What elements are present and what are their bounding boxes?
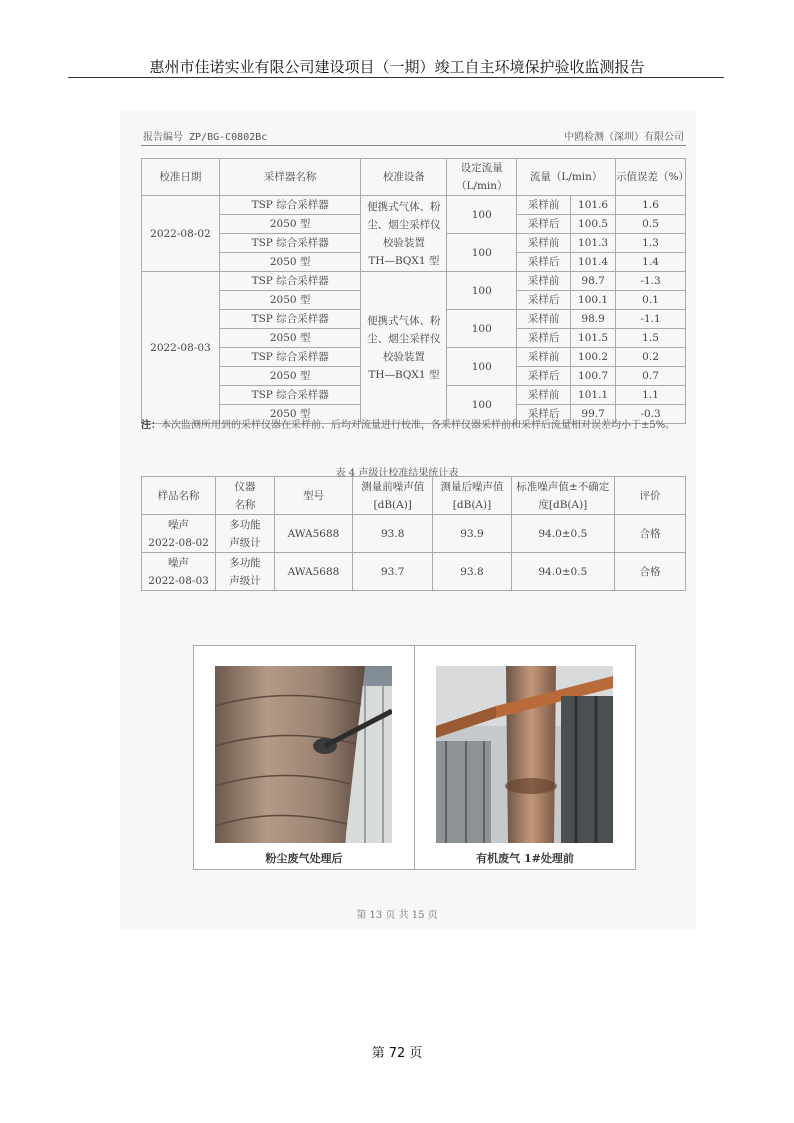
header-cell: 校准设备 bbox=[361, 159, 447, 196]
calibration-note bbox=[141, 416, 691, 436]
error-cell: -0.3 bbox=[616, 405, 686, 424]
device-cell-line: 尘、烟尘采样仪 bbox=[367, 332, 441, 345]
header-cell-line: 型号 bbox=[302, 489, 324, 502]
flow-cell: 101.5 bbox=[571, 329, 616, 348]
sampler-cell: 2050 型 bbox=[219, 329, 361, 348]
stage-cell: 采样前 bbox=[517, 348, 571, 367]
flow-cell: 101.3 bbox=[571, 234, 616, 253]
flow-cell: 100.1 bbox=[571, 291, 616, 310]
stage-cell: 采样后 bbox=[517, 291, 571, 310]
error-cell: 0.1 bbox=[616, 291, 686, 310]
sample-cell-line: 2022-08-03 bbox=[148, 574, 209, 587]
model-cell: AWA5688 bbox=[274, 515, 352, 553]
device-cell bbox=[361, 272, 447, 424]
sample-cell-line: 噪声 bbox=[168, 556, 190, 569]
error-cell: -1.3 bbox=[616, 272, 686, 291]
model-cell: AWA5688 bbox=[274, 553, 352, 591]
device-cell-line: 校验装置 bbox=[382, 236, 425, 249]
instrument-cell-line: 声级计 bbox=[229, 536, 261, 549]
header-rule bbox=[68, 77, 724, 78]
device-cell-line: TH—BQX1 型 bbox=[368, 254, 440, 267]
stage-cell: 采样前 bbox=[517, 386, 571, 405]
header-cell bbox=[615, 477, 686, 515]
header-cell-line: 评价 bbox=[639, 489, 661, 502]
flow-cell: 101.6 bbox=[571, 196, 616, 215]
header-cell-line: 测量前噪声值 bbox=[361, 480, 425, 493]
error-cell: 1.5 bbox=[616, 329, 686, 348]
set-flow-cell: 100 bbox=[447, 272, 517, 310]
dust-tower-photo bbox=[215, 666, 392, 843]
header-cell bbox=[433, 477, 511, 515]
set-flow-cell: 100 bbox=[447, 386, 517, 424]
sample-cell-line: 2022-08-02 bbox=[148, 536, 209, 549]
date-cell: 2022-08-03 bbox=[142, 272, 220, 424]
organic-gas-tower-photo bbox=[436, 666, 613, 843]
set-flow-cell: 100 bbox=[447, 234, 517, 272]
header-cell: 设定流量（L/min） bbox=[447, 159, 517, 196]
instrument-cell-line: 声级计 bbox=[229, 574, 261, 587]
sampler-cell: TSP 综合采样器 bbox=[219, 310, 361, 329]
header-cell-line: 测量后噪声值 bbox=[440, 480, 504, 493]
header-cell bbox=[216, 477, 275, 515]
header-cell: 流量（L/min） bbox=[517, 159, 616, 196]
photo-dust-treatment bbox=[215, 666, 392, 843]
inner-page-number: 第 13 页 共 15 页 bbox=[356, 910, 438, 921]
photo-panel bbox=[193, 645, 636, 870]
device-cell-line: TH—BQX1 型 bbox=[368, 368, 440, 381]
error-cell: 1.4 bbox=[616, 253, 686, 272]
stage-cell: 采样后 bbox=[517, 215, 571, 234]
instrument-cell bbox=[216, 515, 275, 553]
sampler-cell: TSP 综合采样器 bbox=[219, 234, 361, 253]
standard-cell: 94.0±0.5 bbox=[511, 553, 614, 591]
evaluation-cell: 合格 bbox=[615, 553, 686, 591]
error-cell: 1.6 bbox=[616, 196, 686, 215]
header-row bbox=[142, 477, 686, 515]
device-cell-line: 便携式气体、粉 bbox=[367, 314, 441, 327]
flow-cell: 101.4 bbox=[571, 253, 616, 272]
device-cell-line: 尘、烟尘采样仪 bbox=[367, 218, 441, 231]
standard-cell: 94.0±0.5 bbox=[511, 515, 614, 553]
sampler-cell: TSP 综合采样器 bbox=[219, 386, 361, 405]
header-cell bbox=[353, 477, 433, 515]
device-cell bbox=[361, 196, 447, 272]
table-row bbox=[142, 272, 686, 291]
flow-cell: 101.1 bbox=[571, 386, 616, 405]
header-cell-line: [dB(A)] bbox=[452, 498, 492, 511]
sampler-cell: 2050 型 bbox=[219, 215, 361, 234]
header-cell-line: [dB(A)] bbox=[373, 498, 412, 511]
set-flow-cell: 100 bbox=[447, 310, 517, 348]
stage-cell: 采样后 bbox=[517, 253, 571, 272]
flow-cell: 99.7 bbox=[571, 405, 616, 424]
flow-cell: 100.5 bbox=[571, 215, 616, 234]
header-cell-line: 度[dB(A)] bbox=[538, 498, 588, 511]
stage-cell: 采样后 bbox=[517, 329, 571, 348]
sampler-cell: TSP 综合采样器 bbox=[219, 272, 361, 291]
table-row bbox=[142, 515, 686, 553]
header-cell: 校准日期 bbox=[142, 159, 220, 196]
before-cell: 93.7 bbox=[353, 553, 433, 591]
stage-cell: 采样后 bbox=[517, 405, 571, 424]
sampler-cell: 2050 型 bbox=[219, 253, 361, 272]
table4-caption: 表 4 声级计校准结果统计表 bbox=[335, 468, 459, 479]
header-cell bbox=[142, 477, 216, 515]
sample-cell bbox=[142, 515, 216, 553]
table-row bbox=[142, 553, 686, 591]
header-cell bbox=[511, 477, 614, 515]
flow-cell: 98.7 bbox=[571, 272, 616, 291]
device-cell-line: 校验装置 bbox=[382, 350, 425, 363]
photo-caption: 有机废气 1#处理前 bbox=[476, 852, 574, 865]
header-cell: 示值误差（%） bbox=[616, 159, 686, 196]
sampler-cell: 2050 型 bbox=[219, 291, 361, 310]
page-header-title: 惠州市佳诺实业有限公司建设项目（一期）竣工自主环境保护验收监测报告 bbox=[149, 58, 645, 76]
error-cell: 0.7 bbox=[616, 367, 686, 386]
header-cell-line: 样品名称 bbox=[157, 489, 200, 502]
flow-calibration-table bbox=[141, 158, 690, 424]
table-row bbox=[142, 196, 686, 215]
sampler-cell: 2050 型 bbox=[219, 405, 361, 424]
error-cell: 0.2 bbox=[616, 348, 686, 367]
error-cell: 1.1 bbox=[616, 386, 686, 405]
company-name: 中鸥检测（深圳）有限公司 bbox=[564, 132, 684, 143]
header-cell: 采样器名称 bbox=[219, 159, 361, 196]
sample-cell-line: 噪声 bbox=[168, 518, 190, 531]
instrument-cell-line: 多功能 bbox=[229, 556, 261, 569]
note-text: 本次监测所用到的采样仪器在采样前、后均对流量进行校准，各采样仪器采样前和采样后流量相对误差均小于±5%。 bbox=[161, 420, 676, 431]
report-number: 报告编号 ZP/BG-C0802Bc bbox=[143, 132, 268, 143]
stage-cell: 采样前 bbox=[517, 272, 571, 291]
flow-cell: 98.9 bbox=[571, 310, 616, 329]
stage-cell: 采样前 bbox=[517, 234, 571, 253]
top-rule bbox=[141, 145, 686, 146]
after-cell: 93.8 bbox=[433, 553, 511, 591]
sample-cell bbox=[142, 553, 216, 591]
sampler-cell: TSP 综合采样器 bbox=[219, 348, 361, 367]
stage-cell: 采样前 bbox=[517, 196, 571, 215]
instrument-cell-line: 多功能 bbox=[229, 518, 261, 531]
page-number: 第 72 页 bbox=[371, 1046, 423, 1061]
header-cell bbox=[274, 477, 352, 515]
header-cell-line: 名称 bbox=[234, 498, 256, 511]
set-flow-cell: 100 bbox=[447, 196, 517, 234]
error-cell: 0.5 bbox=[616, 215, 686, 234]
stage-cell: 采样前 bbox=[517, 310, 571, 329]
after-cell: 93.9 bbox=[433, 515, 511, 553]
flow-cell: 100.2 bbox=[571, 348, 616, 367]
error-cell: -1.1 bbox=[616, 310, 686, 329]
before-cell: 93.8 bbox=[353, 515, 433, 553]
set-flow-cell: 100 bbox=[447, 348, 517, 386]
photo-organic-gas bbox=[436, 666, 613, 843]
date-cell: 2022-08-02 bbox=[142, 196, 220, 272]
flow-cell: 100.7 bbox=[571, 367, 616, 386]
photo-caption: 粉尘废气处理后 bbox=[265, 852, 343, 865]
header-cell-line: 仪器 bbox=[234, 480, 256, 493]
sampler-cell: TSP 综合采样器 bbox=[219, 196, 361, 215]
note-label: 注： bbox=[141, 420, 161, 431]
error-cell: 1.3 bbox=[616, 234, 686, 253]
photo-divider bbox=[414, 646, 415, 869]
instrument-cell bbox=[216, 553, 275, 591]
stage-cell: 采样后 bbox=[517, 367, 571, 386]
evaluation-cell: 合格 bbox=[615, 515, 686, 553]
header-cell-line: 标准噪声值±不确定 bbox=[516, 480, 610, 493]
device-cell-line: 便携式气体、粉 bbox=[367, 200, 441, 213]
sound-level-calibration-table bbox=[141, 476, 686, 591]
header-row bbox=[142, 159, 686, 196]
sampler-cell: 2050 型 bbox=[219, 367, 361, 386]
